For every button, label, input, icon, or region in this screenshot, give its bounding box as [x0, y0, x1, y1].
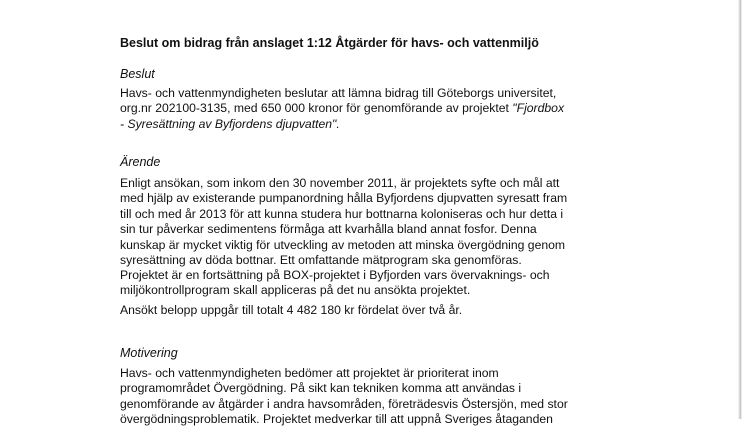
arende-line-2: med hjälp av existerande pumpanordning hålla Byfjordens djupvatten syresatt fram — [120, 191, 568, 206]
arende-line-5: kunskap är mycket viktig för utveckling av metoden att minska övergödning genom — [120, 237, 566, 252]
section-heading-motivering: Motivering — [120, 346, 178, 360]
beslut-paragraph — [120, 86, 564, 132]
arende-paragraph-1 — [120, 176, 567, 268]
arende-line-1: Enligt ansökan, som inkom den 30 november 2011, är projektets syfte och mål att — [120, 176, 560, 190]
motivering-paragraph — [120, 366, 568, 428]
arende-line-3: till och med år 2013 för att kunna studera hur bottnarna koloniseras och hur detta i — [120, 206, 564, 221]
arende-line-4: sin tur påverkar sedimentens förmåga att kvarhålla bland annat fosfor. Denna — [120, 222, 537, 237]
arende-paragraph-3 — [120, 303, 462, 318]
arende-p2-line-2: miljökontrollprogram skall appliceras på det nu ansökta projektet. — [120, 283, 471, 298]
arende-p3-line-1: Ansökt belopp uppgår till totalt 4 482 180 kr fördelat över två år. — [120, 303, 463, 317]
motivering-line-4: övergödningsproblematik. Projektet medverkar till att uppnå Sveriges åtaganden — [120, 412, 553, 427]
arende-p2-line-1: Projektet är en fortsättning på BOX-projektet i Byfjorden vars övervaknings- och — [120, 268, 550, 282]
project-title-end: - Syresättning av Byfjordens djupvatten". — [120, 116, 340, 131]
motivering-line-1: Havs- och vattenmyndigheten bedömer att projektet är prioriterat inom — [120, 366, 499, 380]
beslut-line-2 — [120, 101, 564, 116]
arende-paragraph-2 — [120, 268, 549, 299]
motivering-line-2: programområdet Övergödning. På sikt kan tekniken komma att användas i — [120, 381, 522, 396]
project-title-start: "Fjordbox — [512, 101, 565, 116]
scan-edge-mark — [738, 0, 742, 419]
document-title: Beslut om bidrag från anslaget 1:12 Åtgärder för havs- och vattenmiljö — [120, 36, 539, 50]
motivering-line-3: genomförande av åtgärder i andra havsområden, företrädesvis Östersjön, med stor — [120, 396, 568, 411]
arende-line-6: syresättning av döda bottnar. Ett omfattande mätprogram ska genomföras. — [120, 253, 522, 268]
beslut-line-2-text: org.nr 202100-3135, med 650 000 kronor för genomförande av projektet — [120, 101, 513, 116]
beslut-line-1: Havs- och vattenmyndigheten beslutar att lämna bidrag till Göteborgs universitet, — [120, 86, 557, 100]
beslut-line-3 — [120, 117, 564, 132]
section-heading-arende: Ärende — [120, 155, 161, 169]
section-heading-beslut: Beslut — [120, 67, 155, 81]
